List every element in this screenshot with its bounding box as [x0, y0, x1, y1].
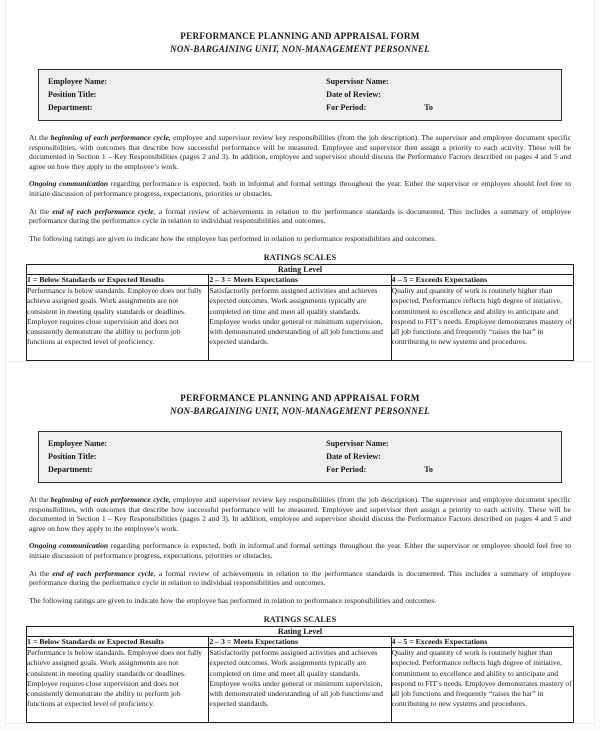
ratings-scales-title: RATINGS SCALES	[263, 253, 337, 263]
ratings-level-header-row	[27, 265, 574, 275]
p2-emphasis: Ongoing communication	[29, 541, 109, 551]
p2-emphasis: Ongoing communication	[29, 179, 109, 189]
employee-info-box-2	[38, 431, 562, 483]
info-cell-date-review	[326, 88, 561, 101]
paragraph-beginning-cycle	[29, 133, 571, 171]
for-period-label: For Period:	[326, 465, 367, 474]
ratings-scales-title: RATINGS SCALES	[263, 615, 337, 625]
rating-column-header-3: 4 – 5 = Exceeds Expectations	[391, 275, 573, 286]
employee-name-label: Employee Name:	[48, 77, 108, 86]
rating-description-1: Performance is below standards. Employee does not fully achieve assigned goals. Work assignments are not consistent in meeting quality standards or deadlines. Employee requires close supervision and does not consistently demonstrate the ability to perform job functions at expected level of proficiency.	[27, 648, 209, 723]
p3-rest: , a formal review of achievements in relation to the performance standards is documented. This includes a summary of employee performance during the performance cycle in relation to individual responsibilities and outcomes.	[29, 206, 571, 226]
rating-column-header-3: 4 – 5 = Exceeds Expectations	[391, 637, 573, 648]
position-title-label: Position Title:	[48, 90, 97, 99]
paragraph-end-cycle	[29, 207, 571, 226]
paragraph-ratings-intro: The following ratings are given to indicate how the employee has performed in relation to performance responsibilities and outcomes.	[29, 595, 437, 605]
rating-description-3: Quality and quantity of work is routinely higher than expected. Performance reflects high degree of initiative, commitment to excellence and ability to anticipate and respond to FIT’s needs. Employee demonstrates mastery of all job functions and frequently “raises the bar” in contributing to new systems and procedures.	[391, 286, 573, 361]
ratings-scales-section-1	[26, 253, 574, 361]
p3-lead: At the	[29, 206, 53, 216]
p1-emphasis: beginning of each performance cycle,	[50, 133, 171, 142]
rating-column-header-1: 1 = Below Standards or Expected Results	[27, 275, 209, 286]
page-title: PERFORMANCE PLANNING AND APPRAISAL FORM	[180, 31, 420, 41]
p1-rest: employee and supervisor review key responsibilities (from the job description). The supervisor and employee document specific responsibilities, with outcomes that describe how successful performance will be measured. Employee and supervisor then assign a priority to each activity. These will be documented in Section 1 – Key Responsibilities (pages 2 and 3). In addition, employee and supervisor should discuss the Performance Factors described on pages 4 and 5 and agree on how they apply to the employee’s work.	[29, 495, 571, 533]
date-of-review-label: Date of Review:	[326, 90, 381, 99]
paragraph-ongoing-communication	[29, 541, 571, 560]
rating-description-2: Satisfactorily performs assigned activities and achieves expected outcomes. Work assignments typically are completed on time and meet all quality standards. Employee works under general or minimum supervision, with demonstrated understanding of all job functions and expected standards.	[209, 648, 391, 723]
employee-name-label: Employee Name:	[48, 439, 108, 448]
page-subtitle: NON-BARGAINING UNIT, NON-MANAGEMENT PERSONNEL	[170, 44, 430, 54]
for-period-label: For Period:	[326, 103, 367, 112]
body-text-1	[26, 133, 574, 243]
rating-description-1: Performance is below standards. Employee does not fully achieve assigned goals. Work assignments are not consistent in meeting quality standards or deadlines. Employee requires close supervision and does not consistently demonstrate the ability to perform job functions at expected level of proficiency.	[27, 286, 209, 361]
document-page-2	[5, 362, 595, 724]
position-title-label: Position Title:	[48, 452, 97, 461]
to-label: To	[424, 103, 433, 112]
info-cell-supervisor	[326, 437, 561, 450]
p1-lead: At the	[29, 495, 51, 504]
ratings-column-header-row	[27, 275, 574, 286]
p2-rest: regarding performance is expected, both in informal and formal settings throughout the year. Either the supervisor or employee should feel free to initiate discussion of performance progress, expectations, priorities or obstacles.	[29, 541, 571, 560]
paragraph-ongoing-communication	[29, 179, 571, 198]
department-label: Department:	[48, 465, 93, 474]
info-cell-for-period	[326, 463, 561, 476]
ratings-description-row	[27, 286, 574, 361]
paragraph-beginning-cycle	[29, 495, 571, 533]
body-text-2	[26, 495, 574, 605]
rating-description-2: Satisfactorily performs assigned activities and achieves expected outcomes. Work assignments typically are completed on time and meet all quality standards. Employee works under general or minimum supervision, with demonstrated understanding of all job functions and expected standards.	[209, 286, 391, 361]
info-cell-supervisor	[326, 75, 561, 88]
ratings-scales-section-2	[26, 615, 574, 723]
page-title-block-2	[26, 392, 574, 417]
p1-rest: employee and supervisor review key responsibilities (from the job description). The supervisor and employee document specific responsibilities, with outcomes that describe how successful performance will be measured. Employee and supervisor then assign a priority to each activity. These will be documented in Section 1 – Key Responsibilities (pages 2 and 3). In addition, employee and supervisor should discuss the Performance Factors described on pages 4 and 5 and agree on how they apply to the employee’s work.	[29, 133, 571, 171]
info-cell-date-review	[326, 450, 561, 463]
page-title: PERFORMANCE PLANNING AND APPRAISAL FORM	[180, 393, 420, 403]
info-row-employee-name	[39, 75, 561, 88]
info-row-department	[39, 101, 561, 114]
supervisor-name-label: Supervisor Name:	[326, 77, 389, 86]
employee-info-box-1	[38, 69, 562, 121]
document-page-1	[5, 0, 595, 362]
info-row-department	[39, 463, 561, 476]
info-row-position-title	[39, 88, 561, 101]
rating-level-header: Rating Level	[27, 627, 574, 637]
paragraph-end-cycle	[29, 569, 571, 588]
date-of-review-label: Date of Review:	[326, 452, 381, 461]
rating-column-header-1: 1 = Below Standards or Expected Results	[27, 637, 209, 648]
ratings-table	[26, 264, 574, 361]
rating-column-header-2: 2 – 3 = Meets Expectations	[209, 275, 391, 286]
rating-column-header-2: 2 – 3 = Meets Expectations	[209, 637, 391, 648]
info-row-position-title	[39, 450, 561, 463]
ratings-level-header-row	[27, 627, 574, 637]
p1-lead: At the	[29, 133, 51, 142]
rating-level-header: Rating Level	[27, 265, 574, 275]
page-2-bottom-edge	[5, 723, 595, 724]
ratings-column-header-row	[27, 637, 574, 648]
ratings-description-row	[27, 648, 574, 723]
rating-description-3: Quality and quantity of work is routinely higher than expected. Performance reflects high degree of initiative, commitment to excellence and ability to anticipate and respond to FIT’s needs. Employee demonstrates mastery of all job functions and frequently “raises the bar” in contributing to new systems and procedures.	[391, 648, 573, 723]
paragraph-ratings-intro: The following ratings are given to indicate how the employee has performed in relation to performance responsibilities and outcomes.	[29, 233, 437, 243]
supervisor-name-label: Supervisor Name:	[326, 439, 389, 448]
info-row-employee-name	[39, 437, 561, 450]
p3-lead: At the	[29, 568, 53, 578]
p3-emphasis: end of each performance cycle	[52, 206, 154, 216]
info-cell-for-period	[326, 101, 561, 114]
p2-rest: regarding performance is expected, both in informal and formal settings throughout the year. Either the supervisor or employee should feel free to initiate discussion of performance progress, expectations, priorities or obstacles.	[29, 179, 571, 198]
p1-emphasis: beginning of each performance cycle,	[50, 495, 171, 504]
to-label: To	[424, 465, 433, 474]
page-title-block-1	[26, 30, 574, 55]
page-subtitle: NON-BARGAINING UNIT, NON-MANAGEMENT PERSONNEL	[170, 406, 430, 416]
ratings-table	[26, 626, 574, 723]
p3-emphasis: end of each performance cycle	[52, 568, 154, 578]
p3-rest: , a formal review of achievements in relation to the performance standards is documented. This includes a summary of employee performance during the performance cycle in relation to individual responsibilities and outcomes.	[29, 568, 571, 588]
department-label: Department:	[48, 103, 93, 112]
